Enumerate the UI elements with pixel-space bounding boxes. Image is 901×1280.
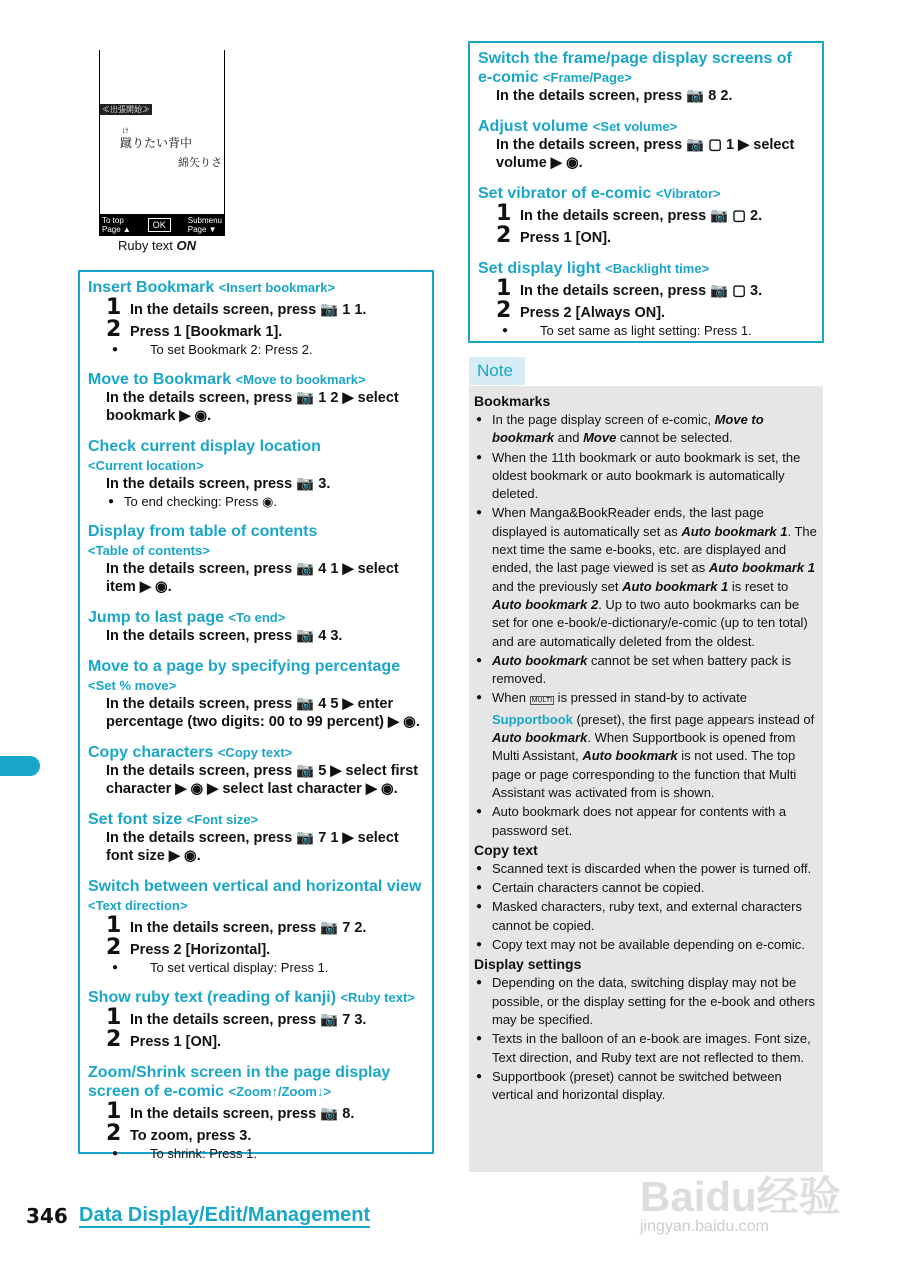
phone-softkey-bar [100,214,224,236]
note-item: ● Masked characters, ruby text, and external characters cannot be copied. [474,898,818,935]
note-item: ● Auto bookmark does not appear for contents with a password set. [474,803,818,840]
section-zoom: Zoom/Shrink screen in the page display screen of e-comic <Zoom↑/Zoom↓> 1 In the details screen, press 📷 8. 2 To zoom, press 3. ● To shrink: Press 1. [88,1063,424,1162]
note-item: ● When Manga&BookReader ends, the last page displayed is automatically set as Auto bookmark 1. The next time the same e-books, etc. are displayed and ended, the last page viewed is set as Auto bookmark 1 and the previously set Auto bookmark 1 is reset to Auto bookmark 2. Up to two auto bookmarks can be set for one e-book/e-dictionary/e-comic (up to ten total) and are automatically deleted from the oldest. [474,504,818,650]
page-number: 346 [26,1204,68,1228]
left-instructions-box [78,270,434,1161]
section-ruby-text: Show ruby text (reading of kanji) <Ruby text> 1 In the details screen, press 📷 7 3. 2 Press 1 [ON]. [88,989,415,1052]
note-item: ● Certain characters cannot be copied. [474,879,818,897]
chapter-title: Data Display/Edit/Management [79,1204,371,1226]
section-backlight: Set display light <Backlight time> 1 In the details screen, press 📷 ▢ 3. 2 Press 2 [Always ON]. ● To set same as light setting: Press 1. [478,259,814,339]
right-instructions-box [468,41,824,343]
section-table-of-contents: Display from table of contents <Table of contents> In the details screen, press 📷 4 1 ▶ select item ▶ ◉. [88,523,399,595]
phone-ruby: け [122,128,129,135]
phone-screenshot [99,50,225,236]
note-item: ● In the page display screen of e-comic, Move to bookmark and Move cannot be selected. [474,411,818,448]
note-heading-copy-text: Copy text [474,841,538,858]
chapter-side-tab [0,756,40,776]
note-heading-bookmarks: Bookmarks [474,393,551,409]
phone-caption: Ruby text ON [118,238,197,253]
phone-headline: ≪出張開始≫ [102,105,150,114]
note-item: ● Texts in the balloon of an e-book are images. Font size, Text direction, and Ruby text are not reflected to them. [474,1030,818,1067]
watermark-logo: Baidu经验 [640,1173,841,1220]
multi-key-icon: MULTI [531,697,553,705]
note-item: ● Scanned text is discarded when the power is turned off. [474,860,818,878]
section-frame-page: Switch the frame/page display screens of e-comic <Frame/Page> In the details screen, press 📷 8 2. [478,50,792,104]
note-panel [469,386,823,1172]
phone-text-title: 蹴りたい背中 [120,136,193,150]
note-item: ● Auto bookmark cannot be set when battery pack is removed. [474,652,818,689]
note-item: ● When the 11th bookmark or auto bookmark is set, the oldest bookmark or auto bookmark is automatically deleted. [474,449,818,504]
note-item: ● Supportbook (preset) cannot be switched between vertical and horizontal display. [474,1068,818,1105]
note-item: ● Depending on the data, switching display may not be possible, or the display setting for the e-book and others may be specified. [474,974,818,1029]
section-to-end: Jump to last page <To end> In the details screen, press 📷 4 3. [88,609,343,644]
section-copy-text: Copy characters <Copy text> In the details screen, press 📷 5 ▶ select first character ▶ ◉ ▶ select last character ▶ ◉. [88,744,419,797]
section-set-volume: Adjust volume <Set volume> In the details screen, press 📷 ▢ 1 ▶ select volume ▶ ◉. [478,118,795,171]
section-text-direction: Switch between vertical and horizontal view <Text direction> 1 In the details screen, press 📷 7 2. 2 Press 2 [Horizontal]. ● To set vertical display: Press 1. [88,877,424,976]
note-label: Note [469,357,525,385]
watermark-url: jingyan.baidu.com [640,1218,769,1235]
note-item: ● Copy text may not be available depending on e-comic. [474,936,818,954]
section-current-location: Check current display location <Current location> In the details screen, press 📷 3. ● To end checking: Press ◉. [88,437,424,510]
section-move-to-bookmark: Move to Bookmark <Move to bookmark> In the details screen, press 📷 1 2 ▶ select bookmark ▶ ◉. [88,371,399,424]
section-font-size: Set font size <Font size> In the details screen, press 📷 7 1 ▶ select font size ▶ ◉. [88,811,399,864]
section-insert-bookmark: Insert Bookmark <Insert bookmark> 1 In the details screen, press 📷 1 1. 2 Press 1 [Bookmark 1]. ● To set Bookmark 2: Press 2. [88,278,424,358]
softkey-center: OK [148,218,171,232]
section-set-percent-move: Move to a page by specifying percentage <Set % move> In the details screen, press 📷 4 5 ▶ enter percentage (two digits: 00 to 99 percent) ▶ ◉. [88,658,420,730]
softkey-right: Submenu Page ▼ [187,216,222,234]
section-vibrator: Set vibrator of e-comic <Vibrator> 1 In the details screen, press 📷 ▢ 2. 2 Press 1 [ON]. [478,185,763,248]
note-heading-display-settings: Display settings [474,956,582,973]
note-item: ● When MULTI is pressed in stand-by to activate Supportbook (preset), the first page appears instead of Auto bookmark. When Supportbook is opened from Multi Assistant, Auto bookmark is not used. The top page or page corresponding to the function that Multi Assistant was activated from is shown. [474,689,818,802]
phone-text-author: 綿矢りさ [178,157,222,169]
softkey-left: To top Page ▲ [102,216,131,234]
